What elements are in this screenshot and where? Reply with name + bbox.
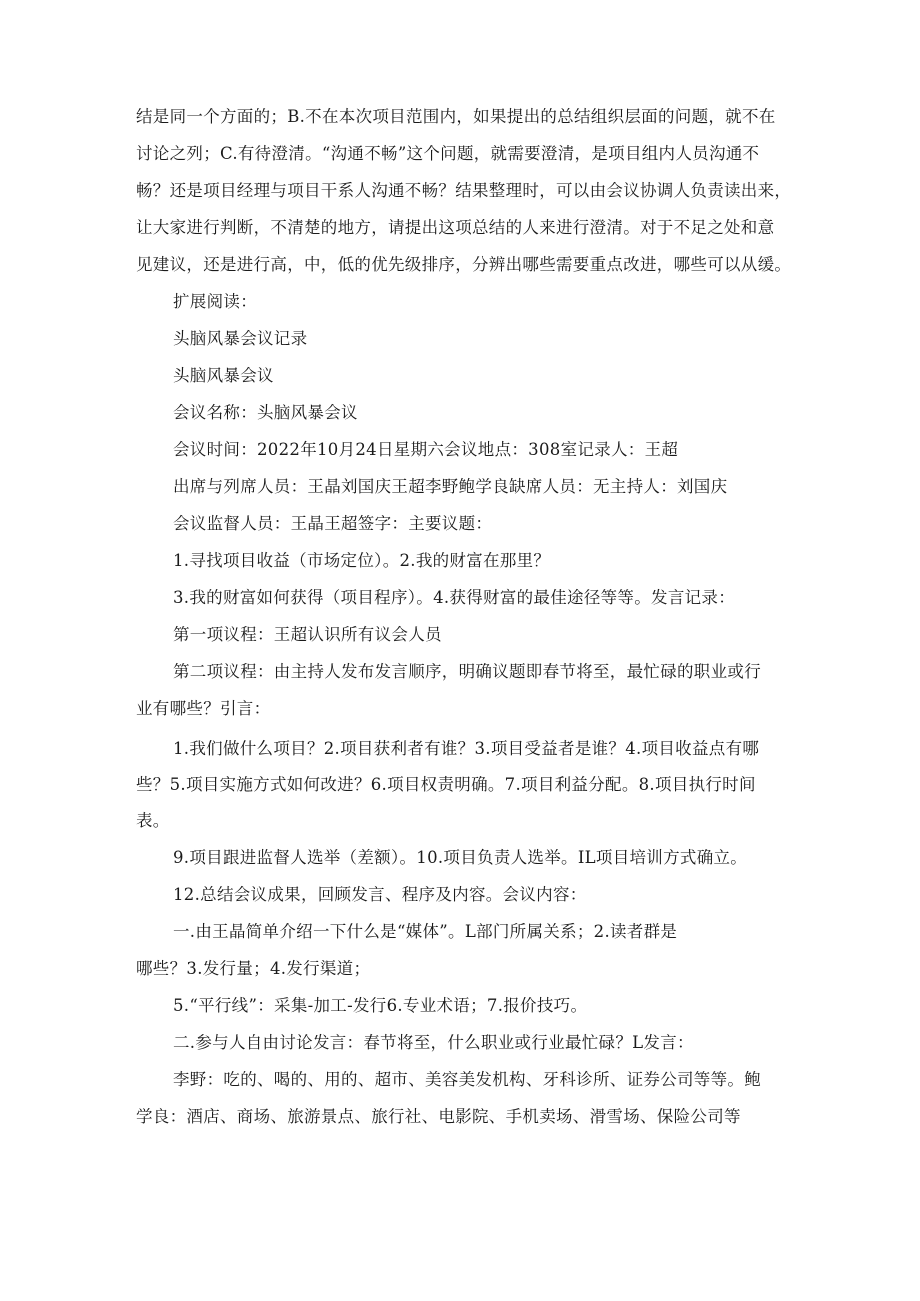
paragraph-line-3: 畅？还是项目经理与项目干系人沟通不畅？结果整理时，可以由会议协调人负责读出来，	[136, 181, 792, 200]
record-title: 头脑风暴会议记录	[173, 329, 308, 348]
paragraph-line-5: 见建议，还是进行高，中，低的优先级排序，分辨出哪些需要重点改进，哪些可以从缓。	[136, 255, 792, 274]
questions-line-1: 1.我们做什么项目？2.项目获利者有谁？3.项目受益者是谁？4.项目收益点有哪	[173, 739, 760, 758]
speech-line-1: 李野：吃的、喝的、用的、超市、美容美发机构、牙科诊所、证券公司等等。鲍	[173, 1070, 761, 1089]
attendees: 出席与列席人员：王晶刘国庆王超李野鲍学良缺席人员：无主持人：刘国庆	[173, 477, 728, 496]
record-subtitle: 头脑风暴会议	[173, 366, 274, 385]
speech-line-2: 学良：酒店、商场、旅游景点、旅行社、电影院、手机卖场、滑雪场、保险公司等	[136, 1107, 741, 1126]
supervisors: 会议监督人员：王晶王超签字：主要议题：	[173, 514, 493, 533]
questions-3: 12.总结会议成果，回顾发言、程序及内容。会议内容：	[173, 885, 587, 904]
paragraph-line-4: 让大家进行判断，不清楚的地方，请提出这项总结的人来进行澄清。对于不足之处和意	[136, 218, 775, 237]
content-1-line-1: 一.由王晶简单介绍一下什么是“媒体”。L部门所属关系；2.读者群是	[173, 922, 678, 941]
content-3: 二.参与人自由讨论发言：春节将至，什么职业或行业最忙碌？L发言：	[173, 1033, 694, 1052]
agenda-2-line-1: 第二项议程：由主持人发布发言顺序，明确议题即春节将至，最忙碌的职业或行	[173, 662, 761, 681]
content-2: 5.“平行线”：采集-加工-发行6.专业术语；7.报价技巧。	[173, 996, 588, 1015]
paragraph-line-1: 结是同一个方面的；B.不在本次项目范围内，如果提出的总结组织层面的问题，就不在	[136, 107, 776, 126]
paragraph-line-2: 讨论之列；C.有待澄清。“沟通不畅”这个问题，就需要澄清，是项目组内人员沟通不	[136, 144, 760, 163]
agenda-2-line-2: 业有哪些？引言：	[136, 699, 271, 718]
questions-line-2: 些？5.项目实施方式如何改进？6.项目权责明确。7.项目利益分配。8.项目执行时间	[136, 775, 756, 794]
topic-line-2: 3.我的财富如何获得（项目程序）。4.获得财富的最佳途径等等。发言记录：	[173, 588, 736, 607]
content-1-line-2: 哪些？3.发行量；4.发行渠道；	[136, 959, 371, 978]
extended-reading-label: 扩展阅读：	[173, 292, 257, 311]
questions-2: 9.项目跟进监督人选举（差额）。10.项目负责人选举。IL项目培训方式确立。	[173, 848, 748, 867]
topic-line-1: 1.寻找项目收益（市场定位）。2.我的财富在那里？	[173, 551, 551, 570]
meeting-name: 会议名称：头脑风暴会议	[173, 403, 358, 422]
meeting-time: 会议时间：2022年10月24日星期六会议地点：308室记录人：王超	[173, 440, 679, 459]
agenda-1: 第一项议程：王超认识所有议会人员	[173, 625, 442, 644]
questions-line-3: 表。	[136, 811, 170, 830]
